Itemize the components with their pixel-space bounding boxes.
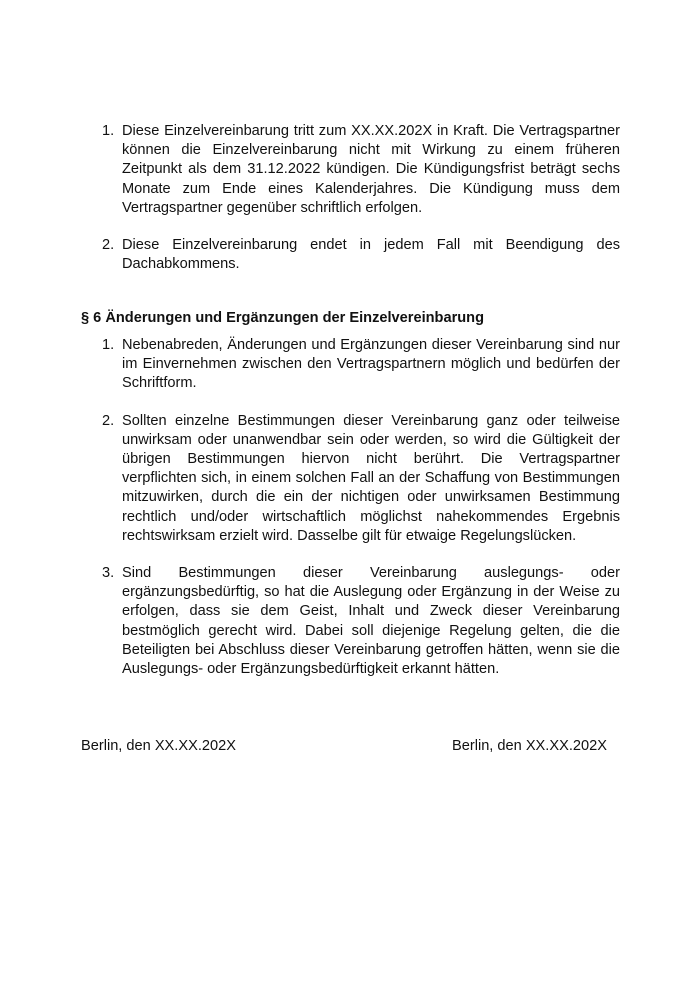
section-6-list — [94, 336, 620, 679]
list-item — [94, 412, 620, 546]
signature-place-date-right: Berlin, den XX.XX.202X — [452, 738, 607, 754]
list-item — [94, 122, 620, 218]
item-number: 1. — [102, 337, 115, 353]
list-item — [94, 564, 620, 679]
list-item — [94, 236, 620, 274]
item-text: Diese Einzelvereinbarung endet in jedem Fall mit Beendigung des Dachabkommens. — [122, 237, 620, 273]
item-number: 3. — [102, 565, 115, 582]
section-5-list — [94, 122, 620, 274]
item-number: 1. — [102, 123, 115, 139]
item-number: 2. — [102, 237, 115, 254]
section-6-heading: § 6 Änderungen und Ergänzungen der Einzelvereinbarung — [81, 310, 485, 326]
item-number: 2. — [102, 412, 115, 429]
item-text: Diese Einzelvereinbarung tritt zum XX.XX.202X in Kraft. Die Vertragspartner können die Einzelvereinbarung nicht mit Wirkung zu einem früheren Zeitpunkt als dem 31.12.2022 kündigen. Die Kündigungsfrist beträgt sechs Monate zum Ende eines Kalenderjahres. Die Kündigung muss dem Vertragspartner gegenüber schriftlich erfolgen. — [122, 123, 620, 216]
item-text: Sind Bestimmungen dieser Vereinbarung auslegungs- oder ergänzungsbedürftig, so hat die Auslegung oder Ergänzung in der Weise zu erfolgen, dass sie dem Geist, Inhalt und Zweck dieser Vereinbarung bestmöglich gerecht wird. Dabei soll diejenige Regelung gelten, die die Beteiligten bei Abschluss dieser Vereinbarung getroffen hätten, wenn sie die Auslegungs- oder Ergänzungsbedürftigkeit erkannt hätten. — [122, 565, 620, 678]
item-text: Sollten einzelne Bestimmungen dieser Vereinbarung ganz oder teilweise unwirksam oder unanwendbar sein oder werden, so wird die Gültigkeit der übrigen Bestimmungen hiervon nicht berührt. Die Vertragspartner verpflichten sich, in einem solchen Fall an der Schaffung von Bestimmungen mitzuwirken, durch die ein der nichtigen oder unwirksamen Bestimmung rechtlich und/oder wirtschaftlich möglichst nahekommendes Ergebnis rechtswirksam erzielt wird. Dasselbe gilt für etwaige Regelungslücken. — [122, 412, 620, 544]
item-text: Nebenabreden, Änderungen und Ergänzungen dieser Vereinbarung sind nur im Einvernehmen zwischen den Vertragspartnern möglich und bedürfen der Schriftform. — [122, 337, 620, 392]
signature-place-date-left: Berlin, den XX.XX.202X — [81, 738, 236, 754]
list-item — [94, 336, 620, 394]
